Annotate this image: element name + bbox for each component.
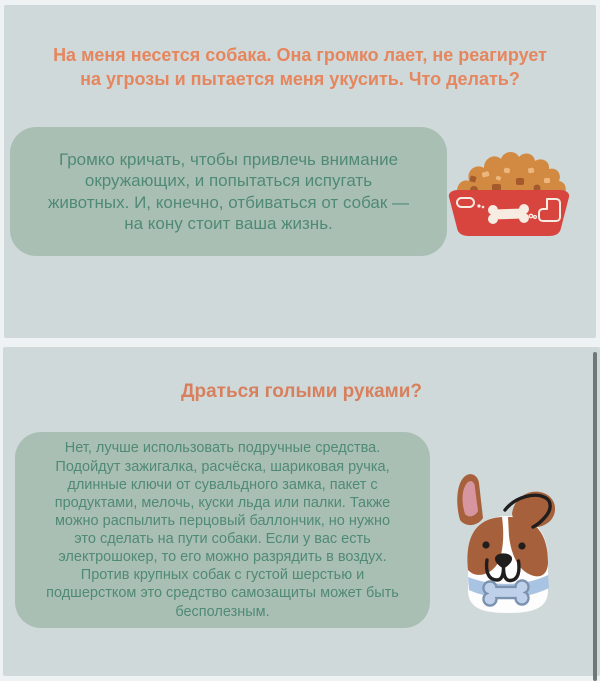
answer-bubble-2 — [15, 432, 430, 628]
question-1: На меня несется собака. Она громко лает, не реагирует на угрозы и пытается меня укусить. Что делать? — [53, 45, 547, 90]
answer-bubble-1 — [10, 127, 447, 256]
qa-card-2 — [3, 347, 600, 676]
dog-food-bowl-icon — [444, 148, 574, 240]
qa-card-1 — [4, 5, 596, 338]
scrollbar-thumb[interactable] — [593, 352, 597, 681]
question-2: Драться голыми руками? — [180, 381, 423, 402]
answer-text-2: Нет, лучше использовать подручные средства. Подойдут зажигалка, расчёска, шариковая ручка, длинные ключи от сувальдного замка, пакет с продуктами, мелочь, куски льда или палки. Также можно распылить перцовый баллончик, но нужно это сделать на пути собаки. Если у вас есть электрошокер, то его можно разрядить в воздух. Против крупных собак с густой шерстью и подшерстком это средство самозащиты может быть бесполезным. — [46, 440, 399, 620]
answer-text-1: Громко кричать, чтобы привлечь внимание окружающих, и попытаться испугать животных. И, конечно, отбиваться от собак — на кону стоит ваша жизнь. — [47, 150, 410, 233]
corgi-dog-icon — [448, 468, 568, 613]
